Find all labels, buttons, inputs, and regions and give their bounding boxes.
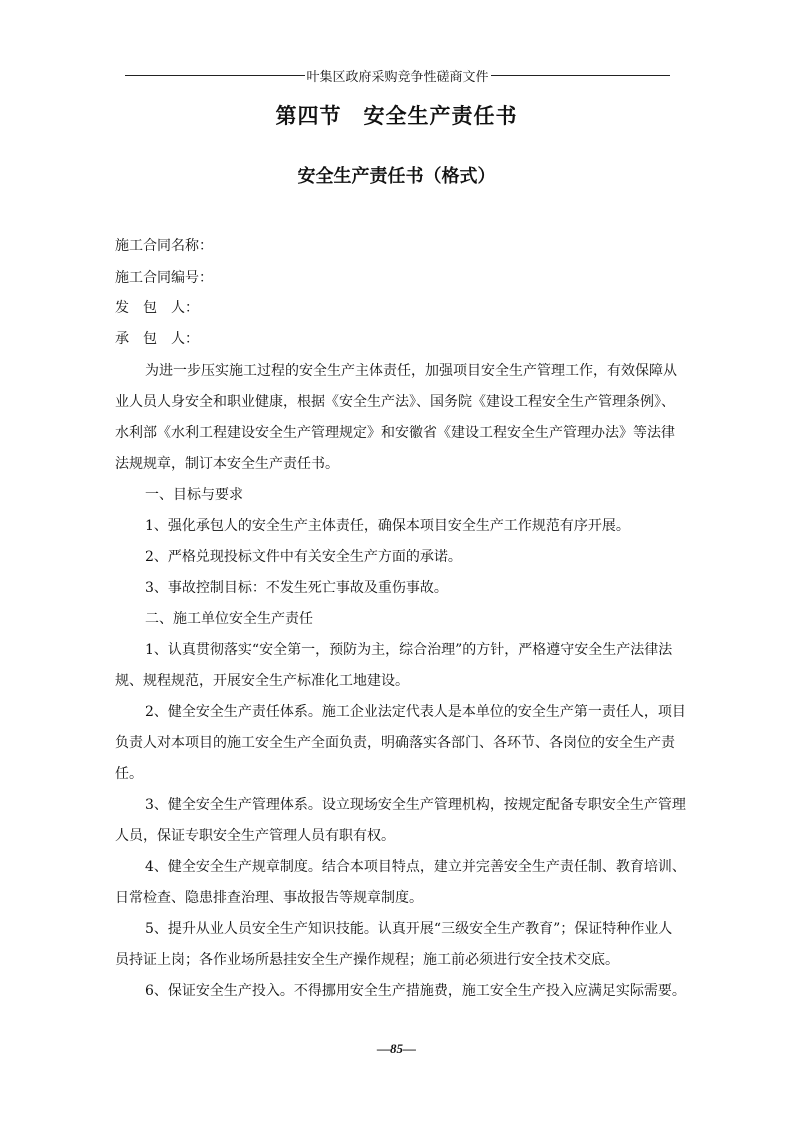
- header-text: 叶集区政府采购竞争性磋商文件: [306, 70, 489, 85]
- responsibility-item-line: 5、提升从业人员安全生产知识技能。认真开展“三级安全生产教育”；保证特种作业人: [145, 921, 673, 937]
- responsibility-item-line: 任。: [115, 766, 143, 782]
- responsibility-item-line: 1、认真贯彻落实“安全第一，预防为主，综合治理”的方针，严格遵守安全生产法律法: [145, 642, 673, 658]
- section-heading-goals: 一、目标与要求: [145, 487, 243, 503]
- field-contract-name: 施工合同名称：: [115, 238, 213, 254]
- responsibility-item-line: 规、规程规范，开展安全生产标准化工地建设。: [115, 673, 409, 689]
- intro-line: 法规规章，制订本安全生产责任书。: [115, 456, 339, 472]
- goal-item: 2、严格兑现投标文件中有关安全生产方面的承诺。: [145, 549, 462, 565]
- goal-item: 1、强化承包人的安全生产主体责任，确保本项目安全生产工作规范有序开展。: [145, 518, 630, 534]
- responsibility-item-line: 人员，保证专职安全生产管理人员有职有权。: [115, 828, 395, 844]
- responsibility-item-line: 2、健全安全生产责任体系。施工企业法定代表人是本单位的安全生产第一责任人，项目: [145, 704, 686, 720]
- intro-line: 业人员人身安全和职业健康，根据《安全生产法》、国务院《建设工程安全生产管理条例》、: [115, 394, 675, 410]
- header-rule-left: [125, 75, 305, 76]
- page-number: —85—: [377, 1041, 416, 1056]
- responsibility-item-line: 日常检查、隐患排查治理、事故报告等规章制度。: [115, 890, 423, 906]
- header-rule-right: [491, 75, 671, 76]
- field-contract-no: 施工合同编号：: [115, 270, 213, 286]
- section-heading-responsibility: 二、施工单位安全生产责任: [145, 611, 313, 627]
- field-employer: 发 包 人：: [115, 300, 199, 316]
- intro-line: 为进一步压实施工过程的安全生产主体责任，加强项目安全生产管理工作，有效保障从: [145, 363, 677, 379]
- responsibility-item-line: 员持证上岗；各作业场所悬挂安全生产操作规程；施工前必须进行安全技术交底。: [115, 952, 619, 968]
- responsibility-item-line: 6、保证安全生产投入。不得挪用安全生产措施费，施工安全生产投入应满足实际需要。: [145, 983, 686, 999]
- goal-item: 3、事故控制目标：不发生死亡事故及重伤事故。: [145, 580, 448, 596]
- responsibility-item-line: 负责人对本项目的施工安全生产全面负责，明确落实各部门、各环节、各岗位的安全生产责: [115, 735, 675, 751]
- document-title: 安全生产责任书（格式）: [297, 166, 496, 187]
- responsibility-item-line: 4、健全安全生产规章制度。结合本项目特点，建立并完善安全生产责任制、教育培训、: [145, 859, 686, 875]
- responsibility-item-line: 3、健全安全生产管理体系。设立现场安全生产管理机构，按规定配备专职安全生产管理: [145, 797, 686, 813]
- field-contractor: 承 包 人：: [115, 331, 199, 347]
- intro-line: 水利部《水利工程建设安全生产管理规定》和安徽省《建设工程安全生产管理办法》等法律: [115, 425, 675, 441]
- section-title: 第四节 安全生产责任书: [275, 104, 518, 128]
- page-header: [125, 66, 670, 85]
